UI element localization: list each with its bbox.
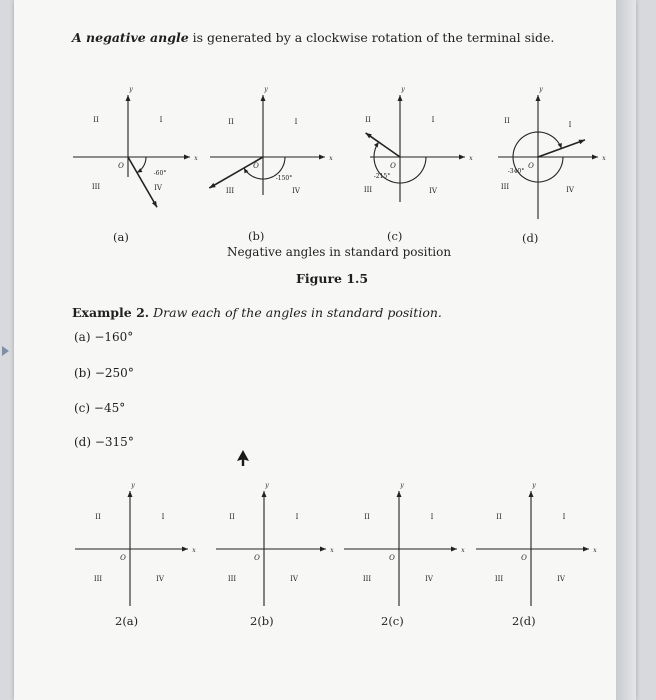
ans-b-quadrant-IV: IV: [290, 575, 298, 583]
example-label: Example 2.: [72, 305, 150, 320]
ans-b-quadrant-I: I: [295, 513, 299, 521]
fig-d-quadrant-III: III: [500, 183, 510, 191]
fig-b-origin-label: O: [253, 162, 259, 170]
fig-b-terminal-side-arrow-icon: [209, 183, 215, 188]
ans-c-quadrant-IV: IV: [425, 575, 433, 583]
ans-a-quadrant-I: I: [161, 513, 165, 521]
fig-c-quadrant-II: II: [365, 116, 371, 124]
fig-a-quadrant-III: III: [91, 183, 101, 191]
ans-a-x-arrow-icon: [182, 547, 188, 552]
ans-b-y-label: y: [265, 482, 269, 489]
fig-b-quadrant-III: III: [225, 187, 235, 195]
fig-b-quadrant-IV: IV: [292, 187, 300, 195]
panel-label-b: (b): [248, 229, 265, 243]
fig-a-quadrant-IV: IV: [154, 184, 162, 192]
fig-d-quadrant-IV: IV: [566, 186, 574, 194]
fig-a-quadrant-I: I: [159, 116, 163, 124]
ans-b-quadrant-III: III: [227, 575, 237, 583]
panel-label-a: (a): [113, 230, 129, 244]
fig-a-y-arrow-icon: [126, 95, 131, 101]
fig-d-y-arrow-icon: [536, 95, 541, 101]
ans-d-quadrant-I: I: [562, 513, 566, 521]
intro-term: A negative angle: [72, 30, 189, 45]
mouse-cursor-icon: [236, 449, 250, 467]
ans-c-y-label: y: [400, 482, 404, 489]
ans-d-quadrant-III: III: [494, 575, 504, 583]
fig-a-origin-label: O: [118, 162, 124, 170]
fig-a-x-arrow-icon: [184, 155, 190, 160]
ans-a-quadrant-IV: IV: [156, 575, 164, 583]
ans-a-y-arrow-icon: [128, 491, 133, 497]
ans-a-quadrant-II: II: [95, 513, 101, 521]
fig-c-terminal-side: [366, 133, 400, 157]
ans-d-x-label: x: [593, 547, 597, 554]
fig-b-x-label: x: [329, 155, 333, 162]
ans-c-y-arrow-icon: [397, 491, 402, 497]
fig-b-angle-label: -150°: [275, 175, 293, 182]
ans-d-quadrant-IV: IV: [557, 575, 565, 583]
fig-c-x-arrow-icon: [459, 155, 465, 160]
ans-c-quadrant-II: II: [364, 513, 370, 521]
fig-b-y-arrow-icon: [261, 95, 266, 101]
ans-a-y-label: y: [131, 482, 135, 489]
figure-title: Figure 1.5: [296, 271, 369, 286]
fig-d-y-label: y: [539, 86, 543, 93]
panel-label-d: (d): [522, 231, 539, 245]
fig-c-origin-label: O: [390, 162, 396, 170]
panel-label-c: (c): [387, 229, 403, 243]
fig-d-rotation-arc-arrow-icon: [558, 143, 562, 148]
example-heading: [72, 305, 442, 320]
intro-rest: is generated by a clockwise rotation of the terminal side.: [188, 30, 555, 45]
ans-c-quadrant-I: I: [430, 513, 434, 521]
fig-a-terminal-side: [128, 157, 157, 207]
ans-c-x-label: x: [461, 547, 465, 554]
fig-a-terminal-side-arrow-icon: [152, 201, 157, 207]
fig-a-x-label: x: [194, 155, 198, 162]
fig-d-quadrant-I: I: [568, 121, 572, 129]
answer-label-2b: 2(b): [250, 614, 274, 628]
figure-caption: Negative angles in standard position: [227, 245, 452, 259]
example-item-c: (c) −45°: [74, 401, 126, 415]
example-prompt: Draw each of the angles in standard position.: [149, 305, 442, 320]
ans-a-quadrant-III: III: [93, 575, 103, 583]
fig-a-angle-label: -60°: [153, 170, 167, 177]
fig-b-quadrant-I: I: [294, 118, 298, 126]
fig-b-quadrant-II: II: [228, 118, 234, 126]
example-item-b: (b) −250°: [74, 366, 134, 380]
fig-d-angle-label: -340°: [507, 168, 525, 175]
example-item-a: (a) −160°: [74, 330, 134, 344]
fig-c-y-arrow-icon: [398, 95, 403, 101]
fig-d-x-arrow-icon: [592, 155, 598, 160]
fig-b-x-arrow-icon: [319, 155, 325, 160]
fig-a-rotation-arc: [137, 157, 146, 173]
ans-b-x-arrow-icon: [320, 547, 326, 552]
fig-d-quadrant-II: II: [504, 117, 510, 125]
fig-c-quadrant-IV: IV: [429, 187, 437, 195]
ans-d-y-label: y: [532, 482, 536, 489]
ans-c-quadrant-III: III: [362, 575, 372, 583]
example-item-d: (d) −315°: [74, 435, 134, 449]
fig-b-y-label: y: [264, 86, 268, 93]
fig-c-quadrant-I: I: [431, 116, 435, 124]
ans-a-x-label: x: [192, 547, 196, 554]
ans-a-origin-label: O: [120, 554, 126, 562]
ans-b-origin-label: O: [254, 554, 260, 562]
fig-c-angle-label: -215°: [373, 173, 391, 180]
fig-d-x-label: x: [602, 155, 606, 162]
answer-label-2c: 2(c): [381, 614, 404, 628]
fig-d-origin-label: O: [528, 162, 534, 170]
ans-b-quadrant-II: II: [229, 513, 235, 521]
ans-b-y-arrow-icon: [262, 491, 267, 497]
answer-label-2d: 2(d): [512, 614, 536, 628]
ans-c-origin-label: O: [389, 554, 395, 562]
ans-d-quadrant-II: II: [496, 513, 502, 521]
fig-c-x-label: x: [469, 155, 473, 162]
fig-d-terminal-side-arrow-icon: [579, 140, 585, 145]
fig-a-y-label: y: [129, 86, 133, 93]
fig-c-y-label: y: [401, 86, 405, 93]
fig-b-terminal-side: [209, 157, 263, 188]
fig-a-quadrant-II: II: [93, 116, 99, 124]
answer-label-2a: 2(a): [115, 614, 139, 628]
fig-c-quadrant-III: III: [363, 186, 373, 194]
ans-d-x-arrow-icon: [583, 547, 589, 552]
ans-d-y-arrow-icon: [529, 491, 534, 497]
ans-c-x-arrow-icon: [451, 547, 457, 552]
ans-b-x-label: x: [330, 547, 334, 554]
ans-d-origin-label: O: [521, 554, 527, 562]
